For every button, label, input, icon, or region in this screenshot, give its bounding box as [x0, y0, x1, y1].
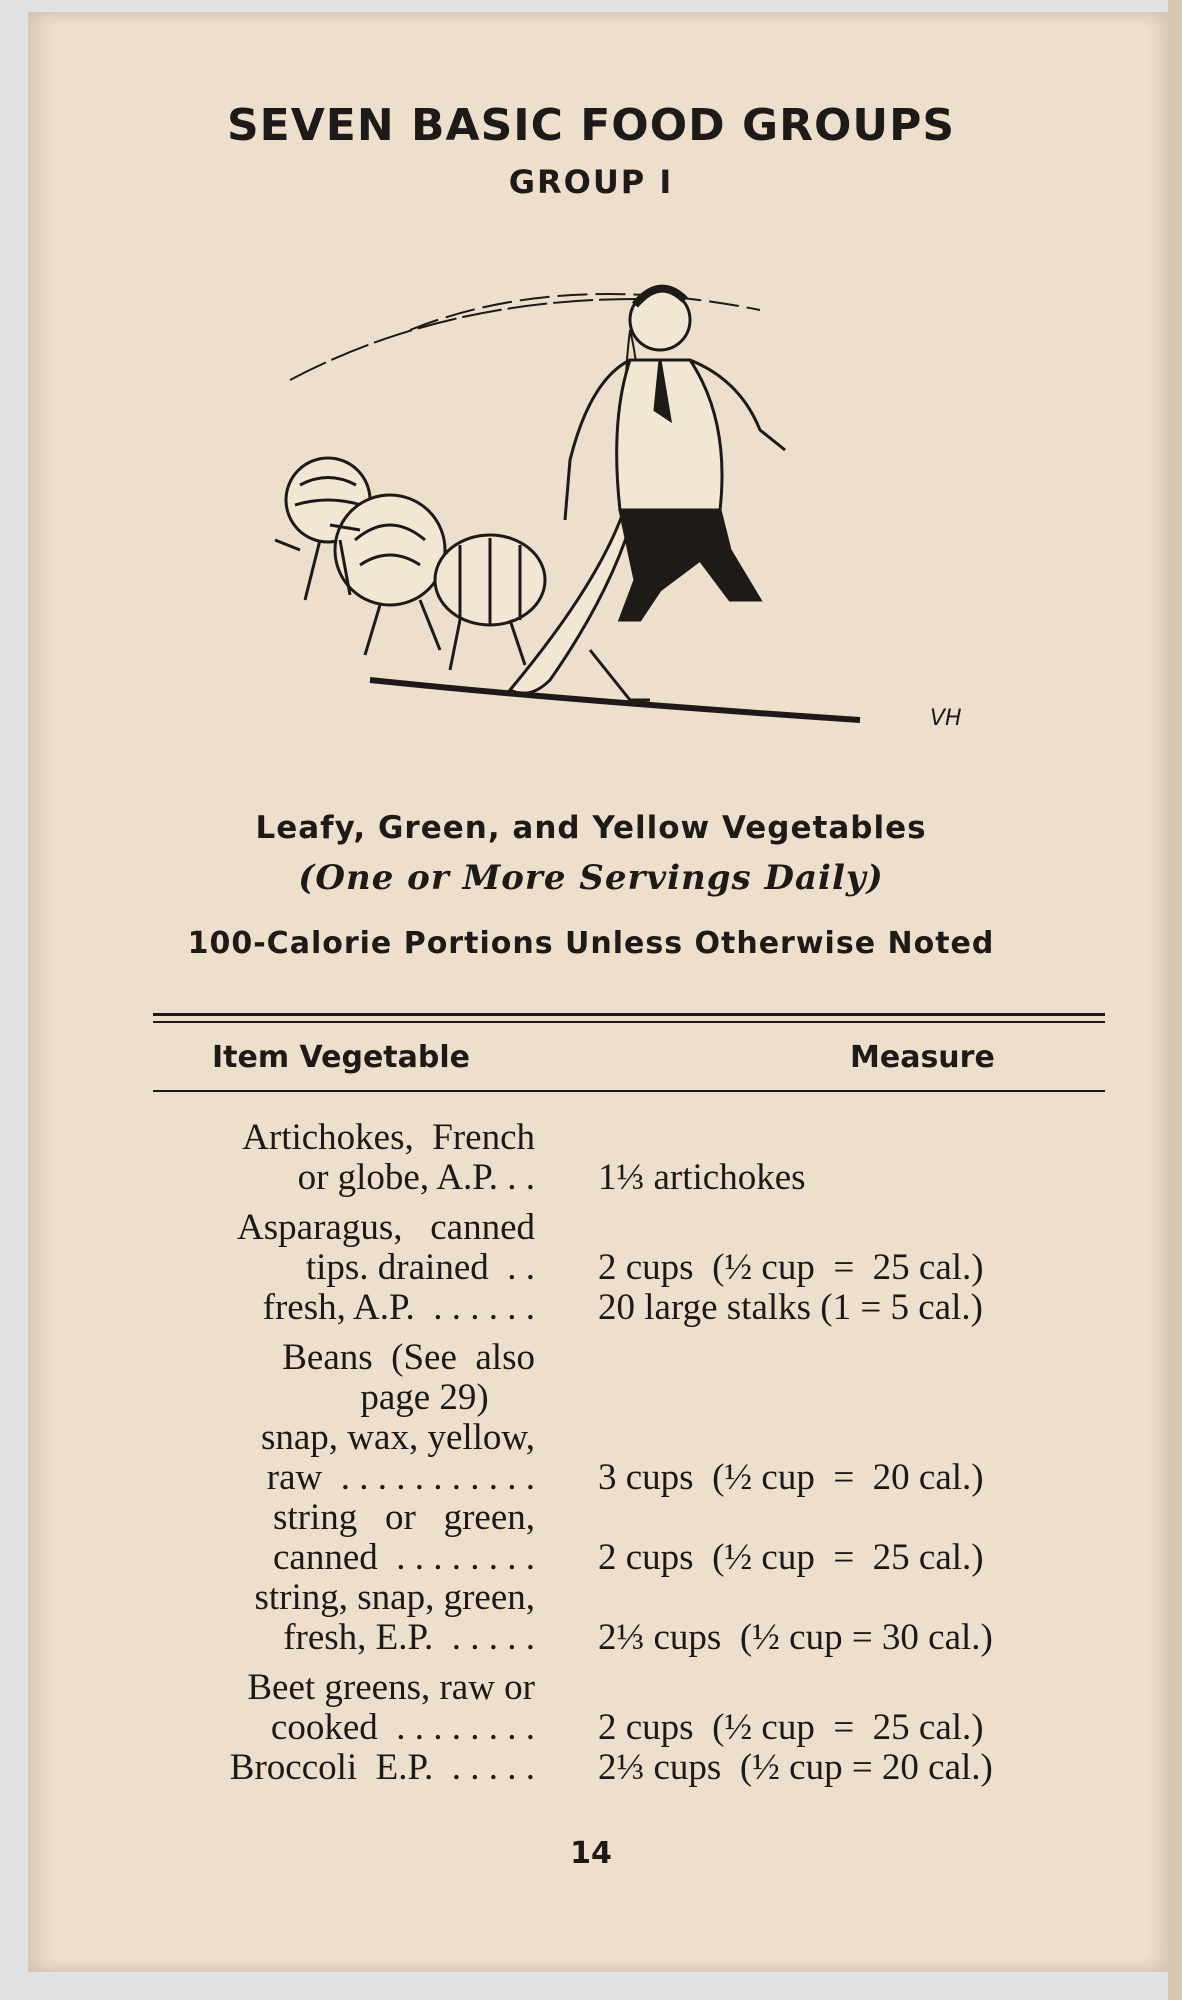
table-row [0, 1456, 1182, 1496]
item-cell: Artichokes, French [242, 1117, 535, 1158]
table-top-rule [153, 1013, 1105, 1016]
table-top-rule-2 [153, 1021, 1105, 1023]
table-row [0, 1496, 1182, 1536]
artist-signature: VH [930, 706, 962, 731]
measure-cell: 2⅓ cups (½ cup = 30 cal.) [598, 1617, 993, 1658]
table-row [0, 1206, 1182, 1246]
table-row [0, 1246, 1182, 1286]
table-row [0, 1116, 1182, 1156]
column-header-item: Item Vegetable [212, 1040, 470, 1075]
table-group [0, 1666, 1182, 1786]
measure-cell: 2 cups (½ cup = 25 cal.) [598, 1247, 984, 1288]
item-cell: page 29) [360, 1377, 535, 1418]
item-cell: string, snap, green, [254, 1577, 535, 1618]
page-title: SEVEN BASIC FOOD GROUPS [226, 100, 956, 151]
vegetable-table [0, 1116, 1182, 1796]
measure-cell: 3 cups (½ cup = 20 cal.) [598, 1457, 984, 1498]
table-row [0, 1376, 1182, 1416]
servings-note: (One or More Servings Daily) [298, 858, 884, 898]
table-row [0, 1536, 1182, 1576]
item-cell: Broccoli E.P. . . . . . [229, 1747, 535, 1788]
table-group [0, 1336, 1182, 1656]
item-cell: tips. drained . . [305, 1247, 535, 1288]
table-row [0, 1416, 1182, 1456]
table-row [0, 1616, 1182, 1656]
item-cell: snap, wax, yellow, [260, 1417, 535, 1458]
measure-cell: 2 cups (½ cup = 25 cal.) [598, 1537, 984, 1578]
column-header-measure: Measure [850, 1040, 995, 1075]
portion-note: 100-Calorie Portions Unless Otherwise Noted [187, 926, 995, 961]
table-row [0, 1156, 1182, 1196]
table-row [0, 1286, 1182, 1326]
measure-cell: 2⅓ cups (½ cup = 20 cal.) [598, 1747, 993, 1788]
item-cell: cooked . . . . . . . . [270, 1707, 535, 1748]
page-number: 14 [570, 1836, 612, 1871]
item-cell: raw . . . . . . . . . . . [266, 1457, 535, 1498]
table-row [0, 1576, 1182, 1616]
item-cell: fresh, E.P. . . . . . [283, 1617, 535, 1658]
table-row [0, 1746, 1182, 1786]
item-cell: Beet greens, raw or [247, 1667, 535, 1708]
table-group [0, 1206, 1182, 1326]
item-cell: fresh, A.P. . . . . . . [262, 1287, 535, 1328]
group-label: GROUP I [508, 163, 674, 201]
vegetables-chasing-man-illustration [260, 270, 1000, 740]
measure-cell: 1⅓ artichokes [598, 1157, 806, 1198]
header-bottom-rule [153, 1090, 1105, 1092]
measure-cell: 20 large stalks (1 = 5 cal.) [598, 1287, 983, 1328]
item-cell: canned . . . . . . . . [272, 1537, 535, 1578]
table-row [0, 1706, 1182, 1746]
table-group [0, 1116, 1182, 1196]
measure-cell: 2 cups (½ cup = 25 cal.) [598, 1707, 984, 1748]
table-row [0, 1666, 1182, 1706]
item-cell: Beans (See also [282, 1337, 535, 1378]
item-cell: or globe, A.P. . . [297, 1157, 535, 1198]
item-cell: Asparagus, canned [237, 1207, 535, 1248]
item-cell: string or green, [272, 1497, 535, 1538]
table-row [0, 1336, 1182, 1376]
section-heading: Leafy, Green, and Yellow Vegetables [255, 810, 927, 846]
